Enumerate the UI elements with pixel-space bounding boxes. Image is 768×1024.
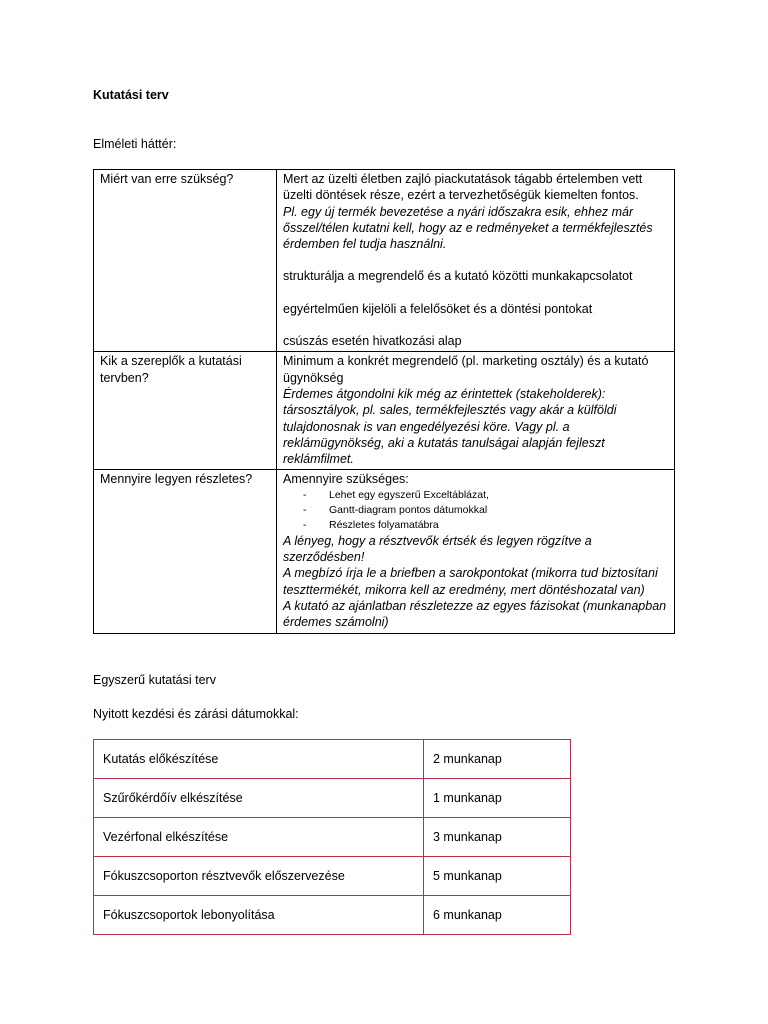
list-item: - Részletes folyamatábra (303, 518, 668, 533)
list-item: - Lehet egy egyszerű Exceltáblázat, (303, 488, 668, 503)
answer-note: A megbízó írja le a briefben a sarokpontokat (mikorra tud biztosítani teszttermékét, mikorra kell az eredmény, mert döntéshozatal van) (283, 566, 658, 597)
task-cell: Fókuszcsoporton résztvevők előszervezése (94, 857, 424, 896)
answer-intro: Amennyire szükséges: (283, 472, 409, 487)
duration-cell: 6 munkanap (424, 896, 571, 935)
table-row (94, 818, 571, 857)
task-cell: Kutatás előkészítése (94, 740, 424, 779)
answer-point: csúszás esetén hivatkozási alap (283, 334, 462, 349)
format-list (283, 488, 668, 533)
answer-note: A kutató az ajánlatban részletezze az egyes fázisokat (munkanapban érdemes számolni) (283, 598, 667, 630)
answer-point: egyértelműen kijelöli a felelősöket és a döntési pontokat (283, 301, 593, 316)
task-cell: Szűrőkérdőív elkészítése (94, 779, 424, 818)
answer-point: strukturálja a megrendelő és a kutató közötti munkakapcsolatot (283, 269, 633, 284)
list-item: - Gantt-diagram pontos dátumokkal (303, 503, 668, 518)
question-cell: Kik a szereplők a kutatási tervben? (94, 352, 277, 470)
theory-label: Elméleti háttér: (93, 137, 177, 151)
answer-cell (277, 470, 675, 633)
duration-cell: 5 munkanap (424, 857, 571, 896)
question-cell: Mennyire legyen részletes? (94, 470, 277, 633)
table-row (94, 352, 675, 470)
table-row (94, 470, 675, 633)
answer-cell (277, 352, 675, 470)
plan-table (93, 739, 571, 935)
question-cell: Miért van erre szükség? (94, 170, 277, 352)
task-cell: Vezérfonal elkészítése (94, 818, 424, 857)
theory-table (93, 169, 675, 634)
page-title: Kutatási terv (93, 88, 169, 102)
simple-plan-label: Egyszerű kutatási terv (93, 673, 216, 687)
duration-cell: 1 munkanap (424, 779, 571, 818)
duration-cell: 2 munkanap (424, 740, 571, 779)
table-row (94, 170, 675, 352)
dates-label: Nyitott kezdési és zárási dátumokkal: (93, 707, 299, 721)
task-cell: Fókuszcsoportok lebonyolítása (94, 896, 424, 935)
answer-text: Minimum a konkrét megrendelő (pl. marketing osztály) és a kutató ügynökség (283, 354, 649, 385)
table-row (94, 896, 571, 935)
table-row (94, 857, 571, 896)
answer-cell (277, 170, 675, 352)
answer-note: A lényeg, hogy a résztvevők értsék és legyen rögzítve a szerződésben! (283, 533, 592, 565)
duration-cell: 3 munkanap (424, 818, 571, 857)
answer-text: Mert az üzelti életben zajló piackutatások tágabb értelemben vett üzelti döntések része, ezért a tervezhetőségük kiemelten fontos. (283, 172, 643, 203)
table-row (94, 740, 571, 779)
table-row (94, 779, 571, 818)
answer-example: Pl. egy új termék bevezetése a nyári időszakra esik, ehhez már ősszel/télen kutatni kell, hogy az e redményeket a termékfejlesztés érdemben fel tudja használni. (283, 204, 653, 252)
answer-note: Érdemes átgondolni kik még az érintettek (stakeholderek): társosztályok, pl. sales, termékfejlesztés vagy akár a külföldi tulajdonosnak is van engedélyezési köre. Vagy pl. a reklámügynökség, aki a kutatás tanulságai alapján fejleszt reklámfilmet. (283, 386, 617, 467)
